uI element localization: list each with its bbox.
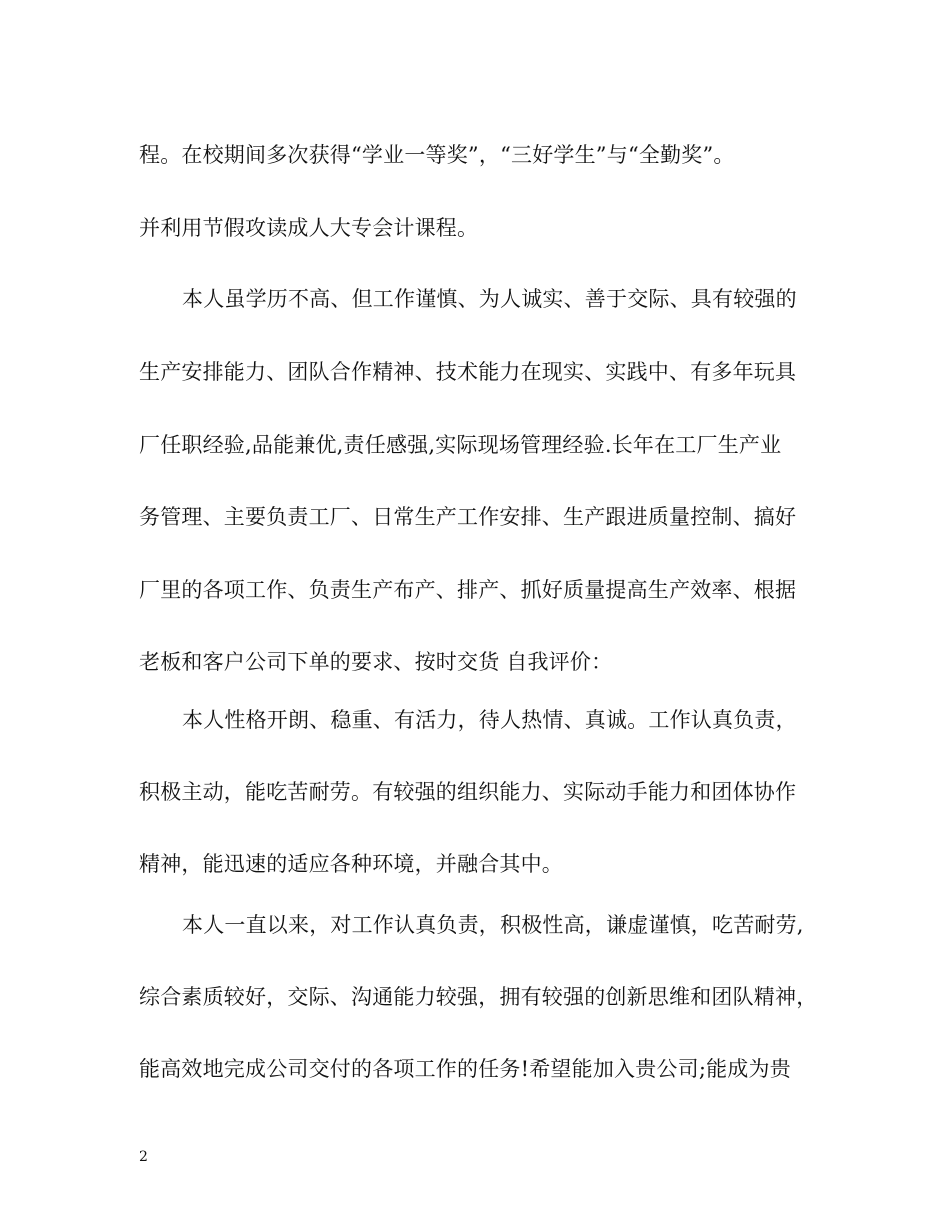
text-line-5: 厂任职经验,品能兼优,责任感强,实际现场管理经验.长年在工厂生产业 (139, 433, 782, 457)
text-line-13: 综合素质较好，交际、沟通能力较强，拥有较强的创新思维和团队精神， (139, 985, 818, 1009)
text-line-2: 并利用节假攻读成人大专会计课程。 (139, 216, 479, 240)
text-line-4: 生产安排能力、团队合作精神、技术能力在现实、实践中、有多年玩具 (139, 360, 797, 384)
text-line-11: 精神，能迅速的适应各种环境，并融合其中。 (139, 852, 563, 876)
text-line-1: 程。在校期间多次获得“学业一等奖”，“三好学生”与“全勤奖”。 (139, 143, 735, 167)
text-line-7: 厂里的各项工作、负责生产布产、排产、抓好质量提高生产效率、根据 (139, 578, 797, 602)
text-line-6: 务管理、主要负责工厂、日常生产工作安排、生产跟进质量控制、搞好 (139, 505, 797, 529)
text-line-14: 能高效地完成公司交付的各项工作的任务!希望能加入贵公司;能成为贵 (139, 1057, 791, 1081)
page-number: 2 (139, 1149, 148, 1165)
text-line-12: 本人一直以来，对工作认真负责，积极性高，谦虚谨慎，吃苦耐劳, (182, 913, 804, 937)
text-line-3: 本人虽学历不高、但工作谨慎、为人诚实、善于交际、具有较强的 (182, 287, 797, 311)
text-line-9: 本人性格开朗、稳重、有活力，待人热情、真诚。工作认真负责， (182, 708, 797, 732)
text-line-8: 老板和客户公司下单的要求、按时交货 自我评价： (139, 650, 613, 674)
text-line-10: 积极主动，能吃苦耐劳。有较强的组织能力、实际动手能力和团体协作 (139, 780, 797, 804)
